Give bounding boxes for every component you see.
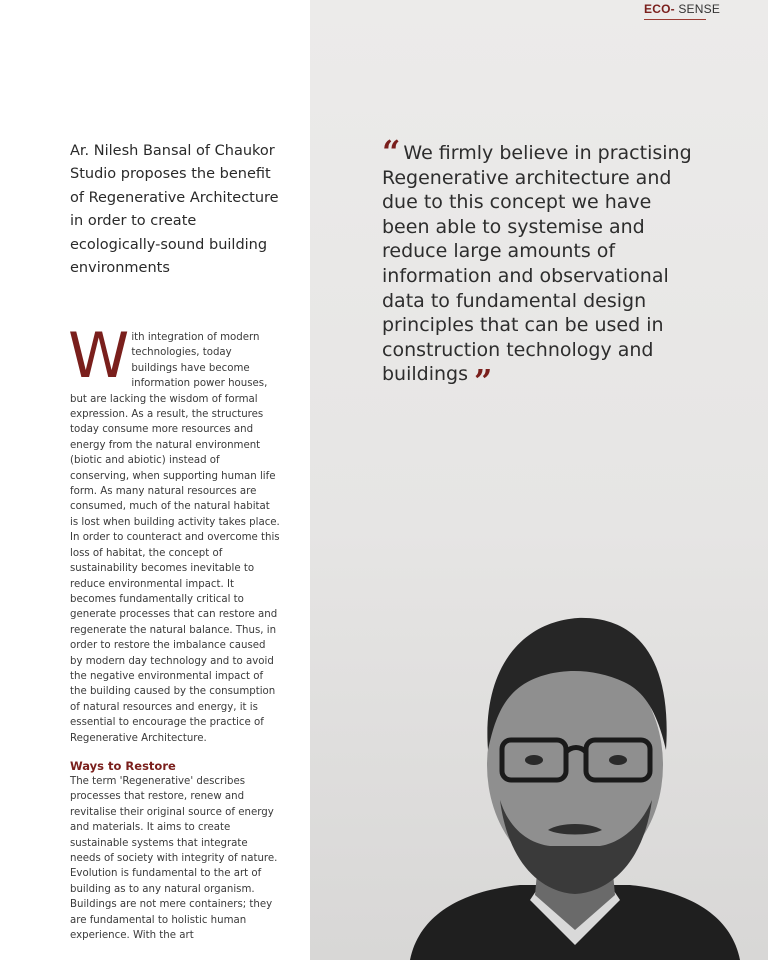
drop-cap: W — [68, 319, 130, 392]
section-tag-rule — [644, 19, 706, 20]
quote-open-mark: “ — [382, 133, 398, 171]
quote-close-mark: ” — [474, 362, 490, 401]
paragraph-1-text: ith integration of modern technologies, today buildings have become information power houses, but are lacking the wisdom of formal expression. As a result, the structures today consume more resources and energy from the natural environment (biotic and abiotic) instead of conserving, when supporting human life form. As many natural resources are consumed, much of the natural habitat is lost when building activity takes place. In order to counteract and overcome this loss of habitat, the concept of sustainability becomes inevitable to reduce environmental impact. It becomes fundamentally critical to generate processes that can restore and regenerate the natural balance. Thus, in order to restore the imbalance caused by modern day technology and to avoid the negative environmental impact of the building caused by the consumption of natural resources and energy, it is essential to encourage the practice of Regenerative Architecture. — [70, 332, 280, 744]
section-tag — [644, 0, 720, 18]
pull-quote-text: We firmly believe in practising Regenerative architecture and due to this concept we have been able to systemise and reduce large amounts of information and observational data to fundamental design principles that can be used in construction technology and buildings — [382, 142, 692, 386]
intro-standfirst: Ar. Nilesh Bansal of Chaukor Studio proposes the benefit of Regenerative Architecture in order to create ecologically-sound building environments — [70, 143, 279, 277]
section-tag-eco: ECO- — [644, 2, 675, 16]
section-heading: Ways to Restore — [70, 759, 176, 773]
article-paragraph-2: The term 'Regenerative' describes processes that restore, renew and revitalise their original source of energy and materials. It aims to create sustainable systems that integrate needs of society with integrity of nature. Evolution is fundamental to the art of building as to any natural organism. Buildings are not mere containers; they are fundamental to holistic human experience. With the art — [70, 776, 278, 942]
portrait-photo — [410, 600, 740, 960]
section-tag-sense: SENSE — [674, 2, 721, 16]
article-paragraph-1 — [68, 319, 280, 746]
pull-quote — [382, 133, 704, 401]
